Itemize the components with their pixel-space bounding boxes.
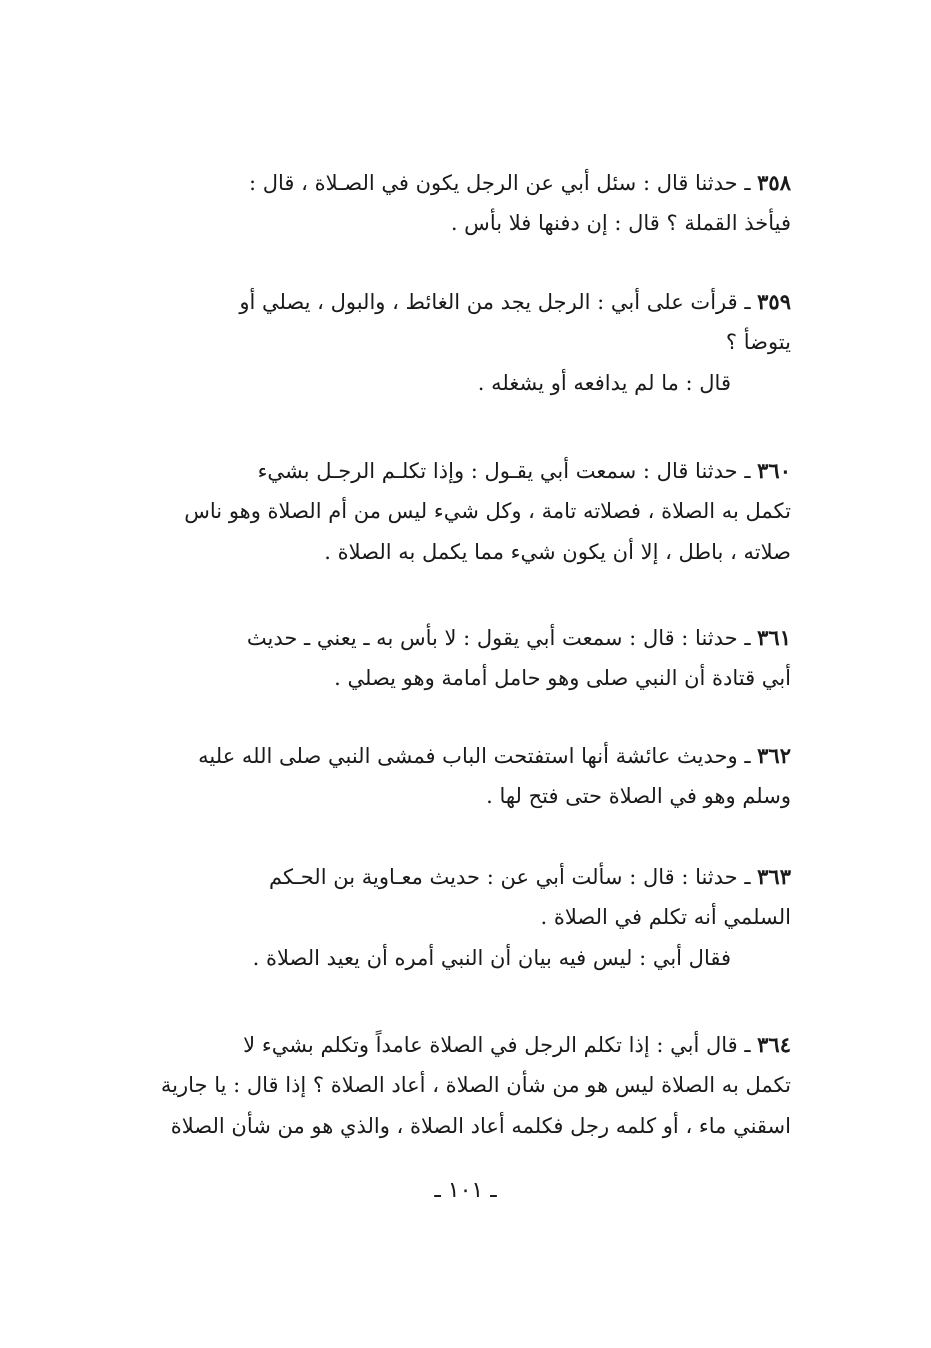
- entry-number: ٣٥٨: [757, 170, 791, 195]
- entry-358: [139, 162, 791, 244]
- entry-extra-line: فقال أبي : ليس فيه بيان أن النبي أمره أن يعيد الصلاة .: [252, 946, 731, 970]
- entry-line: [139, 162, 791, 203]
- entry-text: ـ حدثنا : قال : سألت أبي عن : حديث معـاوية بن الحـكم: [269, 865, 758, 889]
- entry-363: [139, 856, 791, 979]
- entry-line: [139, 450, 791, 491]
- entry-line: [139, 617, 791, 658]
- entry-360: [139, 450, 791, 573]
- entry-line: السلمي أنه تكلم في الصلاة .: [540, 905, 791, 929]
- entry-361: [139, 617, 791, 699]
- entry-text: ـ قرأت على أبي : الرجل يجد من الغائط ، والبول ، يصلي أو: [239, 290, 758, 314]
- entry-line: [139, 1024, 791, 1065]
- entry-line: فيأخذ القملة ؟ قال : إن دفنها فلا بأس .: [450, 211, 791, 235]
- entry-extra-line: قال : ما لم يدافعه أو يشغله .: [477, 371, 731, 395]
- entry-text: ـ حدثنا : قال : سمعت أبي يقول : لا بأس به ـ يعني ـ حديث: [246, 626, 758, 650]
- entry-line: اسقني ماء ، أو كلمه رجل فكلمه أعاد الصلاة ، والذي هو من شأن الصلاة: [170, 1114, 791, 1138]
- entry-line: يتوضأ ؟: [725, 330, 791, 354]
- entry-364: [139, 1024, 791, 1147]
- entry-number: ٣٦١: [757, 625, 791, 650]
- entry-number: ٣٦٣: [757, 864, 791, 889]
- entry-362: [139, 735, 791, 817]
- entry-text: ـ قال أبي : إذا تكلم الرجل في الصلاة عامداً وتكلم بشيء لا: [243, 1033, 758, 1057]
- entry-line: [139, 856, 791, 897]
- entry-number: ٣٦٠: [757, 458, 791, 483]
- entry-text: ـ حدثنا قال : سمعت أبي يقـول : وإذا تكلـم الرجـل بشيء: [257, 459, 758, 483]
- entry-line: وسلم وهو في الصلاة حتى فتح لها .: [486, 784, 791, 808]
- entry-number: ٣٦٤: [757, 1032, 791, 1057]
- entry-line: [139, 281, 791, 322]
- page-number: ـ ١٠١ ـ: [434, 1178, 497, 1203]
- entry-text: ـ وحديث عائشة أنها استفتحت الباب فمشى النبي صلى الله عليه: [198, 744, 758, 768]
- entry-line: [139, 735, 791, 776]
- entry-number: ٣٦٢: [757, 743, 791, 768]
- entry-line: تكمل به الصلاة ، فصلاته تامة ، وكل شيء ليس من أم الصلاة وهو ناس: [184, 499, 791, 523]
- entry-line: أبي قتادة أن النبي صلى وهو حامل أمامة وهو يصلي .: [334, 666, 791, 690]
- entry-number: ٣٥٩: [757, 289, 791, 314]
- entry-359: [139, 281, 791, 404]
- entry-text: ـ حدثنا قال : سئل أبي عن الرجل يكون في الصـلاة ، قال :: [249, 171, 758, 195]
- entry-line: صلاته ، باطل ، إلا أن يكون شيء مما يكمل به الصلاة .: [324, 540, 791, 564]
- entry-line: تكمل به الصلاة ليس هو من شأن الصلاة ، أعاد الصلاة ؟ إذا قال : يا جارية: [160, 1073, 791, 1097]
